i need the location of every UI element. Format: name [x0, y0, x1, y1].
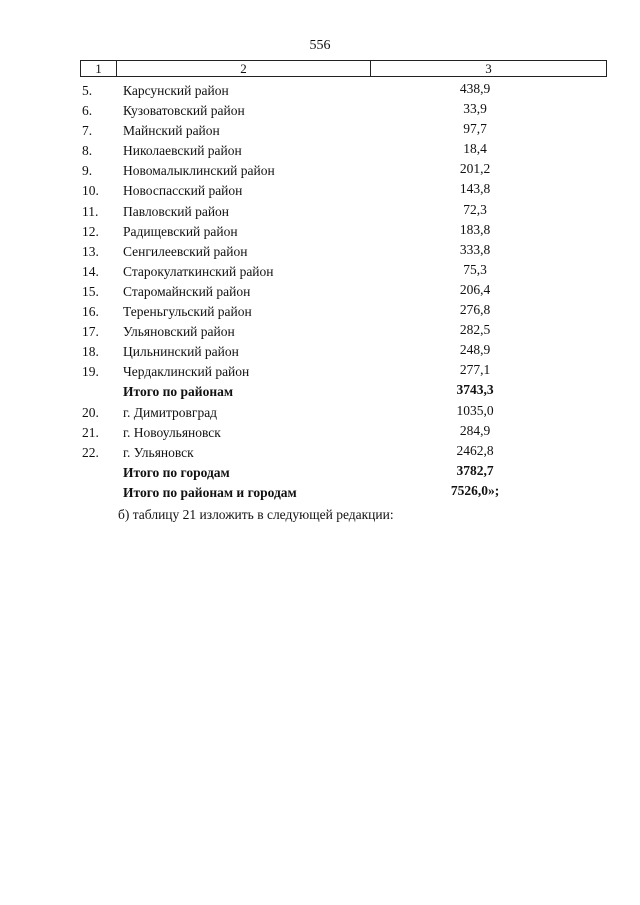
row-value: 333,8 [459, 241, 491, 257]
row-value: 284,9 [459, 422, 491, 438]
header-cell-1: 1 [81, 61, 117, 76]
row-number: 18. [82, 344, 99, 360]
row-name: Кузоватовский район [123, 103, 245, 119]
table-row [0, 181, 640, 201]
total-row [0, 382, 640, 402]
table-row [0, 262, 640, 282]
table-row [0, 81, 640, 101]
row-name: Цильнинский район [123, 344, 239, 360]
row-number: 22. [82, 444, 99, 460]
row-number: 9. [82, 163, 93, 179]
row-name: Итого по районам [123, 384, 234, 400]
row-number: 8. [82, 143, 93, 159]
row-name: Итого по районам и городам [123, 484, 297, 500]
total-row [0, 483, 640, 503]
table-row [0, 423, 640, 443]
row-name: Старомайнский район [123, 283, 251, 299]
row-value: 276,8 [459, 302, 491, 318]
row-number: 15. [82, 283, 99, 299]
table-row [0, 161, 640, 181]
row-name: Чердаклинский район [123, 364, 250, 380]
table-row [0, 202, 640, 222]
table-header [80, 60, 607, 77]
row-value: 183,8 [459, 221, 491, 237]
table-body [0, 81, 640, 503]
row-name: г. Ульяновск [123, 444, 194, 460]
row-name: Николаевский район [123, 143, 242, 159]
row-value: 206,4 [459, 281, 491, 297]
row-number: 6. [82, 103, 93, 119]
row-number: 17. [82, 324, 99, 340]
row-value: 143,8 [459, 181, 491, 197]
row-value: 277,1 [459, 362, 491, 378]
row-value: 72,3 [463, 201, 487, 217]
row-name: Старокулаткинский район [123, 263, 274, 279]
row-number: 10. [82, 183, 99, 199]
row-value: 2462,8 [456, 442, 494, 458]
row-value: 3743,3 [456, 382, 494, 398]
table-row [0, 443, 640, 463]
row-name: Майнский район [123, 123, 220, 139]
total-row [0, 463, 640, 483]
row-value: 248,9 [459, 342, 491, 358]
table-row [0, 141, 640, 161]
row-value: 201,2 [459, 161, 491, 177]
row-value: 282,5 [459, 322, 491, 338]
row-number: 13. [82, 243, 99, 259]
row-name: Новоспасский район [123, 183, 243, 199]
header-cell-2: 2 [117, 61, 371, 76]
row-number: 12. [82, 223, 99, 239]
row-value: 75,3 [463, 261, 487, 277]
row-number: 21. [82, 424, 99, 440]
row-name: Павловский район [123, 203, 230, 219]
table-row [0, 101, 640, 121]
row-name: г. Новоульяновск [123, 424, 221, 440]
row-value: 1035,0 [456, 402, 494, 418]
table-row [0, 282, 640, 302]
row-name: Сенгилеевский район [123, 243, 248, 259]
row-number: 19. [82, 364, 99, 380]
table-row [0, 403, 640, 423]
row-name: Итого по городам [123, 464, 230, 480]
table-row [0, 302, 640, 322]
row-name: Ульяновский район [123, 324, 235, 340]
table-row [0, 342, 640, 362]
row-value: 97,7 [463, 121, 487, 137]
row-number: 20. [82, 404, 99, 420]
row-value: 33,9 [463, 101, 487, 117]
footnote-text: б) таблицу 21 изложить в следующей редакции: [118, 507, 394, 522]
table-row [0, 222, 640, 242]
row-name: г. Димитровград [123, 404, 218, 420]
header-cell-3: 3 [485, 61, 492, 76]
row-name: Тереньгульский район [123, 304, 252, 320]
table-row [0, 242, 640, 262]
row-name: Карсунский район [123, 83, 229, 98]
row-value: 18,4 [463, 141, 487, 157]
table-row [0, 362, 640, 382]
table-row [0, 322, 640, 342]
row-number: 14. [82, 263, 99, 279]
row-number: 16. [82, 304, 99, 320]
page-number: 556 [309, 38, 331, 53]
row-value: 3782,7 [456, 462, 494, 478]
row-name: Радищевский район [123, 223, 238, 239]
table-row [0, 121, 640, 141]
row-name: Новомалыклинский район [123, 163, 275, 179]
row-number: 7. [82, 123, 93, 139]
row-value: 438,9 [459, 81, 491, 96]
row-number: 5. [82, 83, 93, 98]
row-number: 11. [82, 203, 99, 219]
row-value: 7526,0»; [450, 482, 500, 498]
